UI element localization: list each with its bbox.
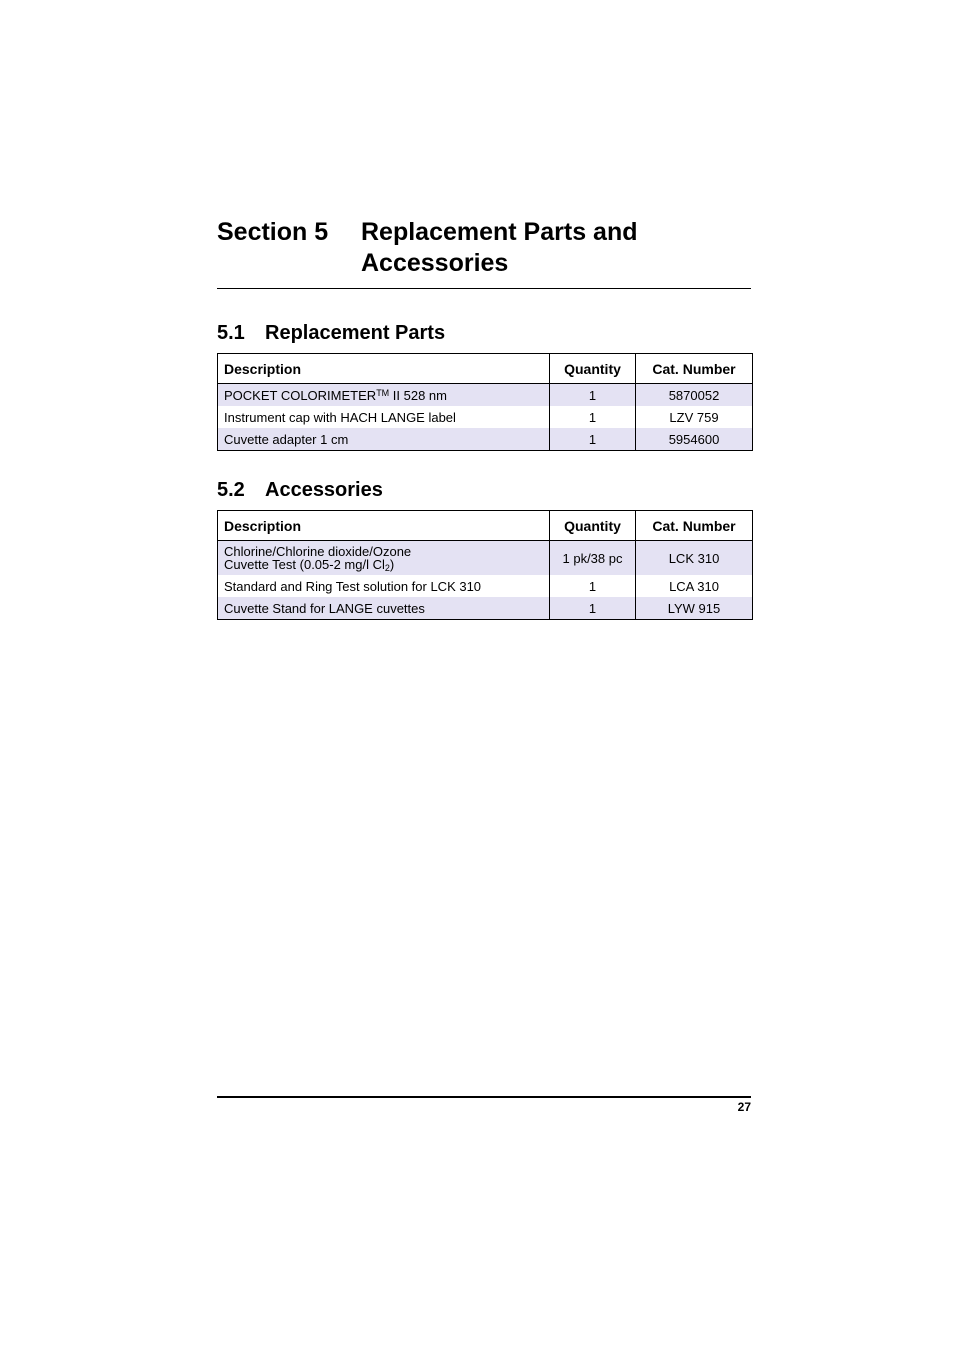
table-header-row (218, 511, 753, 541)
table-row (218, 428, 753, 451)
table-row (218, 541, 753, 576)
description-text-tail: II 528 nm (389, 387, 447, 403)
cell-description: Cuvette adapter 1 cm (218, 428, 550, 451)
cell-quantity: 1 (550, 384, 636, 407)
accessories-table (217, 510, 753, 620)
column-header-quantity: Quantity (550, 354, 636, 384)
page-number: 27 (737, 1100, 751, 1114)
trademark-superscript: TM (376, 387, 390, 398)
cell-cat-number: LYW 915 (636, 597, 753, 620)
cell-quantity: 1 (550, 428, 636, 451)
cell-description: Cuvette Stand for LANGE cuvettes (218, 597, 550, 620)
cell-description (218, 541, 550, 576)
subsection-number: 5.1 (217, 322, 245, 344)
cell-description: Instrument cap with HACH LANGE label (218, 406, 550, 428)
replacement-parts-table (217, 353, 753, 451)
cell-quantity: 1 (550, 597, 636, 620)
cell-cat-number: 5954600 (636, 428, 753, 451)
description-line-1: Chlorine/Chlorine dioxide/Ozone (224, 544, 412, 559)
cell-quantity: 1 (550, 575, 636, 597)
column-header-cat-number: Cat. Number (636, 354, 753, 384)
column-header-description: Description (218, 511, 550, 541)
cell-quantity: 1 (550, 406, 636, 428)
table-row (218, 575, 753, 597)
section-number: Section 5 (217, 218, 329, 246)
column-header-quantity: Quantity (550, 511, 636, 541)
column-header-cat-number: Cat. Number (636, 511, 753, 541)
chemical-subscript: 2 (384, 563, 390, 573)
table-row (218, 384, 753, 407)
cell-cat-number: LZV 759 (636, 406, 753, 428)
cell-cat-number: LCK 310 (636, 541, 753, 576)
table-row (218, 597, 753, 620)
cell-cat-number: LCA 310 (636, 575, 753, 597)
cell-description: Standard and Ring Test solution for LCK 310 (218, 575, 550, 597)
subsection-title: Accessories (265, 479, 383, 501)
section-heading: Replacement Parts and Accessories (361, 218, 638, 277)
cell-description (218, 384, 550, 407)
subsection-number: 5.2 (217, 479, 245, 501)
table-row (218, 406, 753, 428)
title-divider (217, 288, 751, 289)
description-text: POCKET COLORIMETER (224, 387, 377, 403)
cell-quantity: 1 pk/38 pc (550, 541, 636, 576)
footer-divider (217, 1096, 751, 1098)
description-line-2-tail: ) (389, 557, 395, 572)
column-header-description: Description (218, 354, 550, 384)
table-header-row (218, 354, 753, 384)
description-line-2: Cuvette Test (0.05-2 mg/l Cl (224, 557, 385, 572)
subsection-title: Replacement Parts (265, 322, 446, 344)
cell-cat-number: 5870052 (636, 384, 753, 407)
